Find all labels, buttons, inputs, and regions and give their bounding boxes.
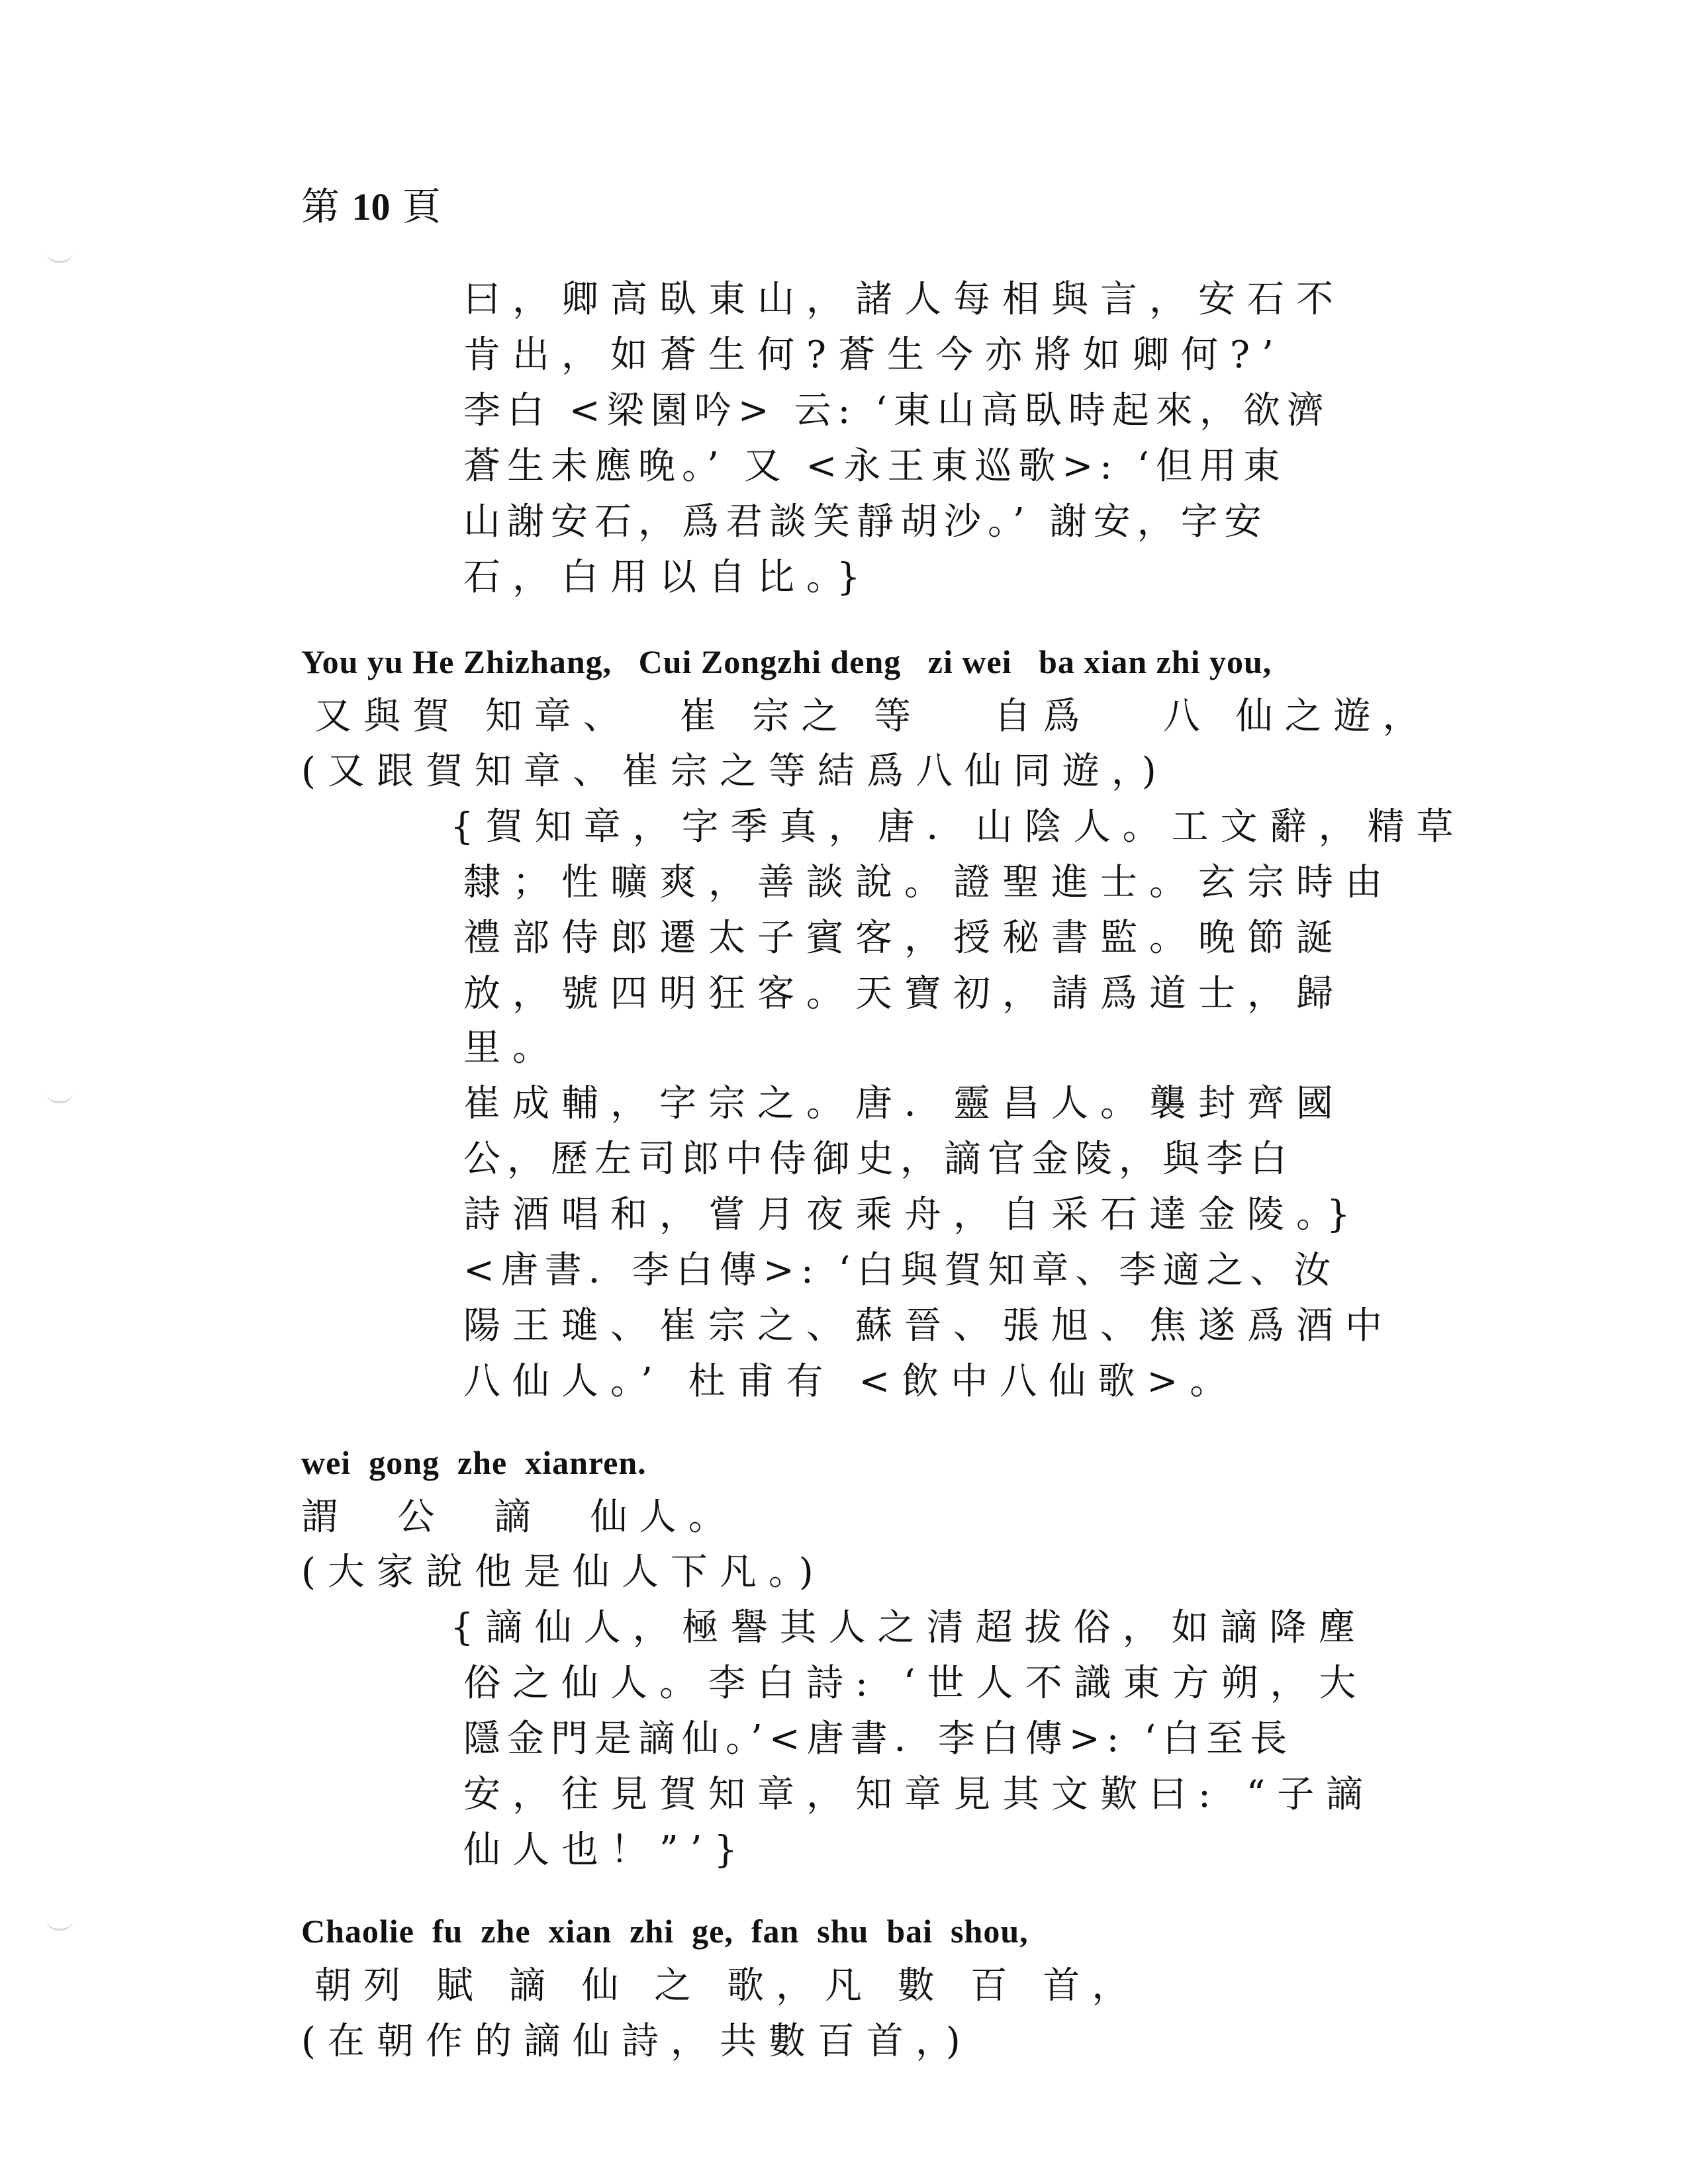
intro-note-line: 山謝安石，爲君談笑靜胡沙。’ 謝安，字安 [463,500,1268,543]
note-line: <唐書．李白傳>: ‘白與賀知章、李適之、汝 [463,1249,1338,1292]
scan-edge-mark [46,1919,73,1931]
intro-note-line: 石，白用以自比。} [463,556,872,599]
note-line: 里。 [463,1026,561,1069]
page-number-header [301,184,441,229]
note-line: 隱金門是謫仙。’<唐書．李白傳>: ‘白至長 [463,1717,1294,1760]
hanzi-line: 又與賀 知章、 崔 宗之 等 自爲 八 仙之遊， [314,695,1432,738]
intro-note-line: 蒼生未應晚。’ 又 <永王東巡歌>: ‘但用東 [463,445,1287,488]
note-line: 安，往見賀知章，知章見其文歎曰: “子謫 [463,1773,1376,1816]
note-line: 隸；性曠爽，善談說。證聖進士。玄宗時由 [463,861,1394,904]
intro-note-line: 李白 <梁園吟> 云: ‘東山高臥時起來，欲濟 [463,389,1331,432]
note-line: 陽王璡、崔宗之、蘇晉、張旭、焦遂爲酒中 [463,1304,1394,1347]
note-line: 俗之仙人。李白詩: ‘世人不識東方朔，大 [463,1662,1368,1705]
note-line: 崔成輔，字宗之。唐．靈昌人。襲封齊國 [463,1082,1345,1125]
translation-line: (在朝作的謫仙詩，共數百首，) [301,2020,972,2063]
page-header-suffix: 頁 [402,184,441,229]
intro-note-line: 肯出，如蒼生何?蒼生今亦將如卿何?’ [463,334,1286,377]
page-header-prefix: 第 [301,184,340,229]
note-line: 放，號四明狂客。天寶初，請爲道士，歸 [463,972,1345,1015]
page-header-number: 10 [352,185,391,228]
pinyin-line: You yu He Zhizhang, Cui Zongzhi deng zi wei ba xian zhi you, [301,643,1272,680]
pinyin-line: Chaolie fu zhe xian zhi ge, fan shu bai shou, [301,1913,1029,1950]
note-line: 詩酒唱和，嘗月夜乘舟，自采石達金陵。} [463,1193,1362,1236]
scan-edge-mark [46,1092,73,1103]
translation-line: (又跟賀知章、崔宗之等結爲八仙同遊，) [301,750,1168,793]
pinyin-line: wei gong zhe xianren. [301,1444,647,1481]
note-line: {賀知章，字季真，唐．山陰人。工文辭，精草 [450,805,1466,848]
hanzi-line: 朝列 賦 謫 仙 之 歌，凡 數 百 首， [314,1964,1141,2007]
note-line: 仙人也！”’} [463,1829,750,1872]
note-line: 公，歷左司郎中侍御史，謫官金陵，與李白 [463,1138,1293,1181]
note-line: 禮部侍郎遷太子賓客，授秘書監。晚節誕 [463,917,1345,960]
note-line: {謫仙人，極譽其人之清超拔俗，如謫降塵 [450,1606,1368,1649]
translation-line: (大家說他是仙人下凡。) [301,1551,825,1594]
note-line: 八仙人。’ 杜甫有 <飲中八仙歌>。 [463,1360,1239,1403]
hanzi-line: 謂 公 謫 仙人。 [301,1496,737,1539]
intro-note-line: 曰，卿高臥東山，諸人每相與言，安石不 [463,278,1345,321]
scan-edge-mark [46,251,73,263]
